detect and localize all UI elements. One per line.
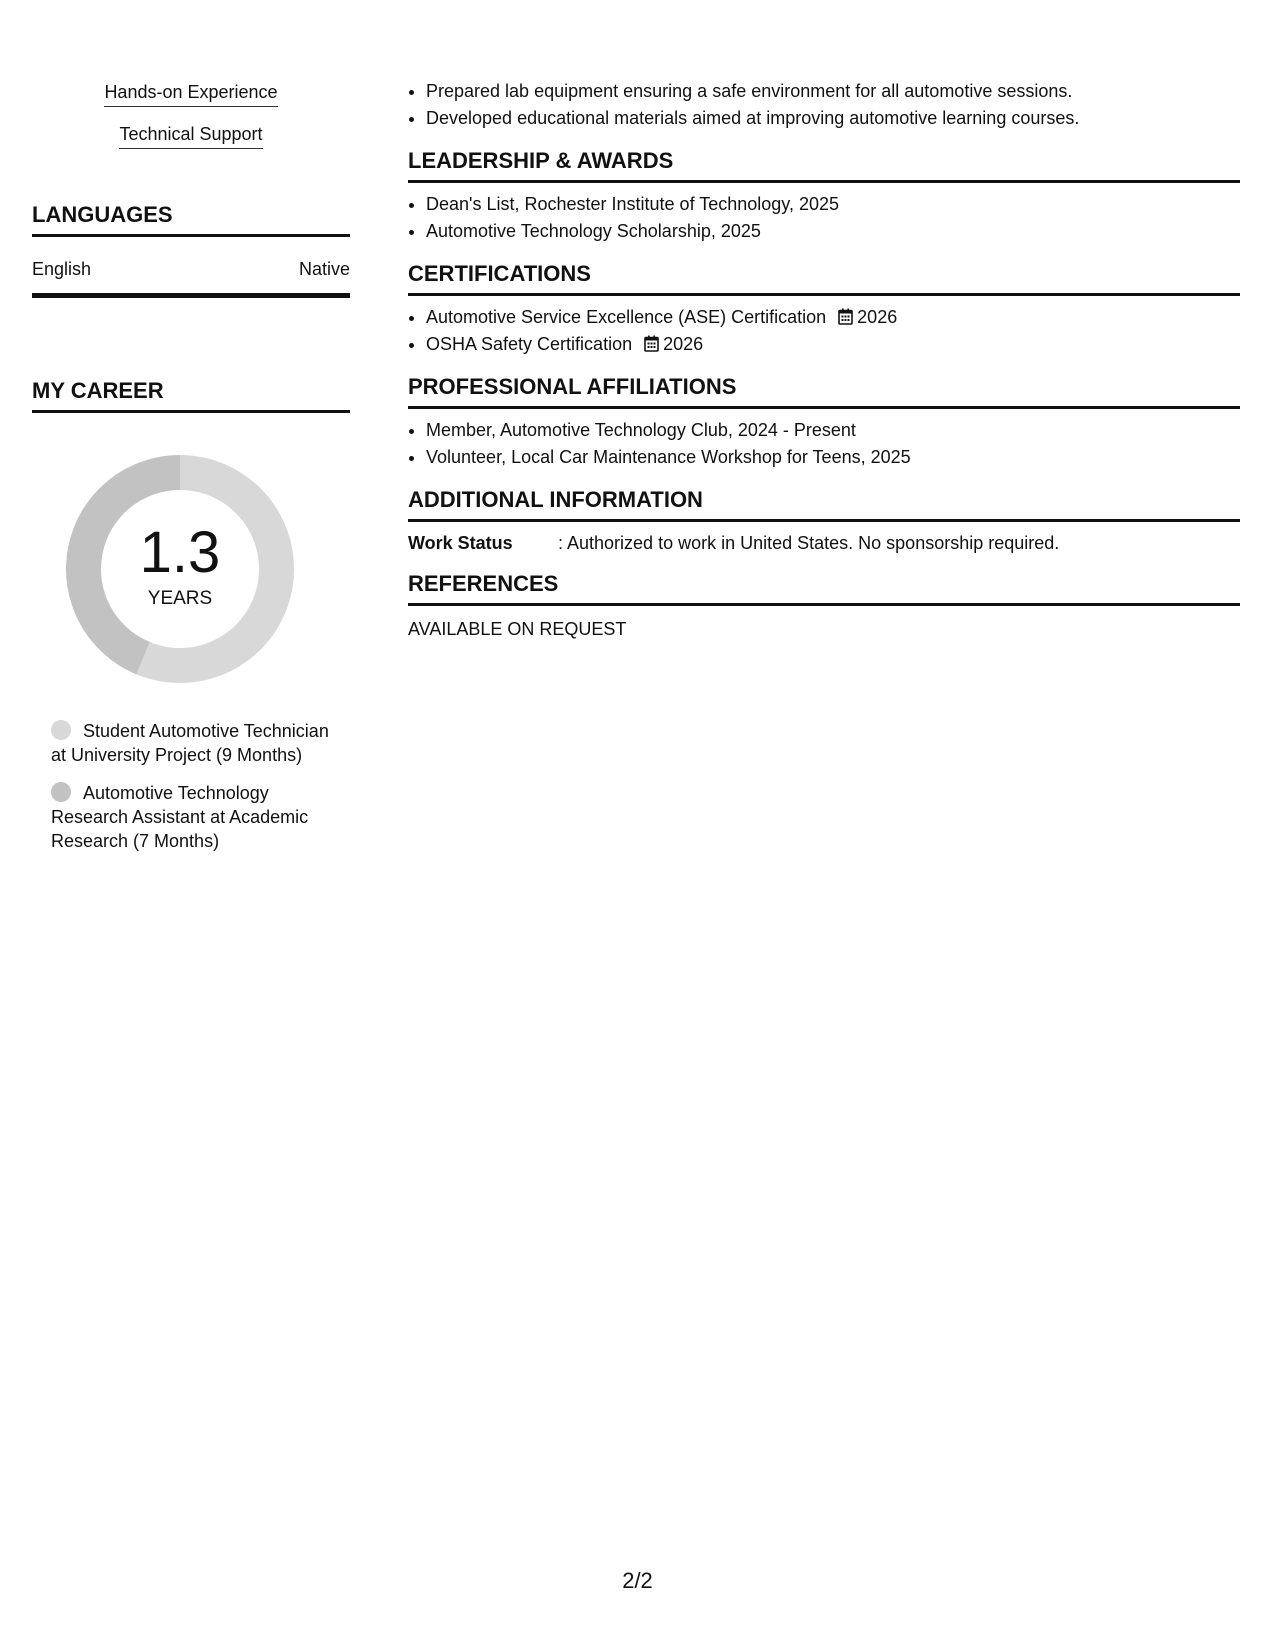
certification-item xyxy=(426,331,1240,358)
list-item: • Prepared lab equipment ensuring a safe environment for all automotive sessions. xyxy=(426,78,1240,105)
certification-year: 2026 xyxy=(663,334,704,354)
list-item: • Dean's List, Rochester Institute of Technology, 2025 xyxy=(426,191,1240,218)
work-status-label: Work Status xyxy=(408,533,513,553)
list-item: • Volunteer, Local Car Maintenance Workshop for Teens, 2025 xyxy=(426,444,1240,471)
career-total-unit: YEARS xyxy=(147,588,213,609)
affiliations-section xyxy=(408,374,1240,471)
career-donut-chart xyxy=(66,455,294,683)
legend-swatch xyxy=(51,720,71,740)
certification-name: Automotive Service Excellence (ASE) Certification xyxy=(426,307,827,327)
certification-item xyxy=(426,304,1240,331)
sidebar xyxy=(32,80,350,867)
page-number: 2/2 xyxy=(622,1568,653,1593)
list-item: • Developed educational materials aimed at improving automotive learning courses. xyxy=(426,105,1240,132)
career-total-value: 1.3 xyxy=(139,520,221,585)
list-item: • Member, Automotive Technology Club, 2024 - Present xyxy=(426,417,1240,444)
language-name: English xyxy=(32,259,92,279)
legend-label: Automotive Technology Research Assistant at Academic Research (7 Months) xyxy=(51,783,309,851)
list-item: • Automotive Technology Scholarship, 2025 xyxy=(426,218,1240,245)
skill-tag: Technical Support xyxy=(119,122,262,149)
section-title-career: MY CAREER xyxy=(32,378,350,413)
section-title-affiliations: PROFESSIONAL AFFILIATIONS xyxy=(408,374,1240,409)
certifications-section xyxy=(408,261,1240,358)
languages-section xyxy=(32,202,350,298)
calendar-icon xyxy=(838,306,853,323)
career-section xyxy=(32,378,350,853)
certification-name: OSHA Safety Certification xyxy=(426,334,633,354)
references-text: AVAILABLE ON REQUEST xyxy=(408,619,627,639)
section-title-languages: LANGUAGES xyxy=(32,202,350,237)
legend-label: Student Automotive Technician at University Project (9 Months) xyxy=(51,721,329,765)
additional-info-section xyxy=(408,487,1240,555)
leadership-section xyxy=(408,148,1240,245)
experience-bullets xyxy=(408,78,1240,132)
section-title-additional: ADDITIONAL INFORMATION xyxy=(408,487,1240,522)
legend-item xyxy=(51,719,336,767)
language-row xyxy=(32,257,350,298)
skill-tag: Hands-on Experience xyxy=(104,80,277,107)
calendar-icon xyxy=(644,333,659,350)
section-title-references: REFERENCES xyxy=(408,571,1240,606)
legend-item xyxy=(51,781,336,853)
references-section xyxy=(408,571,1240,641)
legend-swatch xyxy=(51,782,71,802)
language-level: Native xyxy=(298,259,350,279)
certification-year: 2026 xyxy=(857,307,898,327)
work-status-value: : Authorized to work in United States. No sponsorship required. xyxy=(558,533,1060,553)
main-content xyxy=(408,78,1240,641)
career-legend xyxy=(51,719,336,853)
section-title-certifications: CERTIFICATIONS xyxy=(408,261,1240,296)
work-status-row xyxy=(408,531,1240,555)
section-title-leadership: LEADERSHIP & AWARDS xyxy=(408,148,1240,183)
